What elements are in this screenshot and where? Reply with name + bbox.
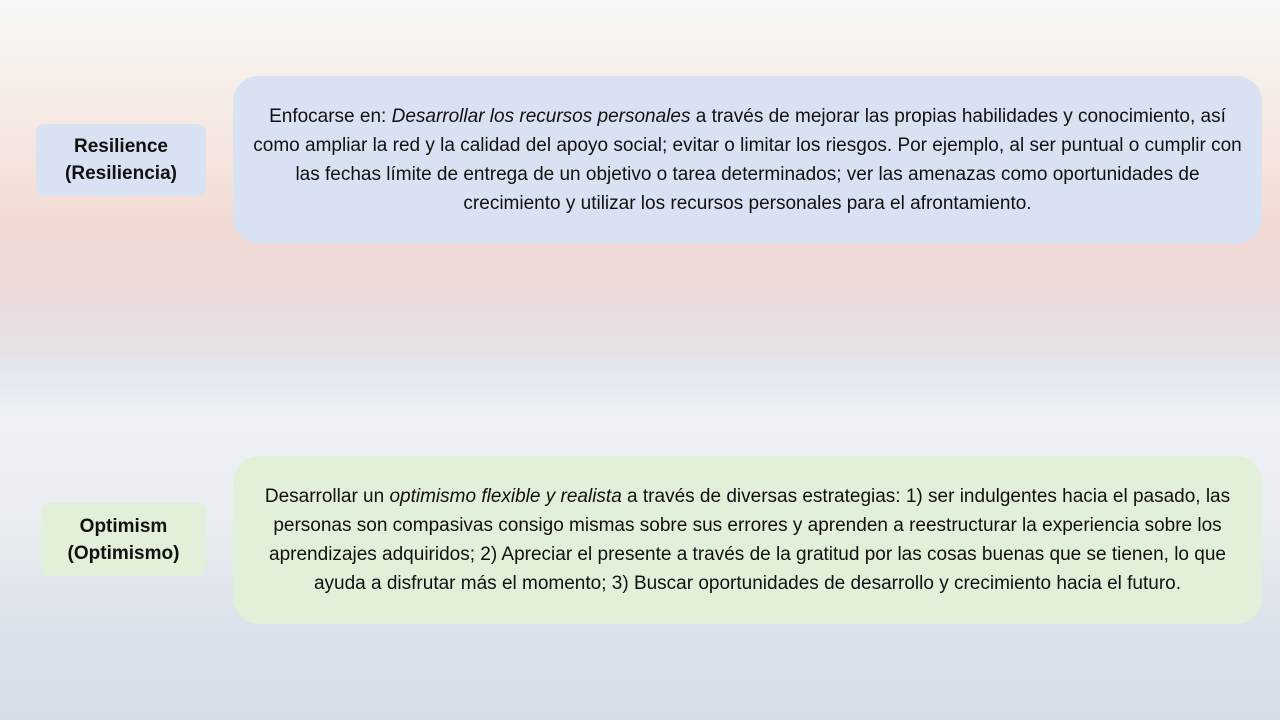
resilience-label [65,133,177,187]
optimism-description-box [233,456,1262,624]
optimism-label-line1: Optimism [79,515,168,537]
resilience-text-emphasis: Desarrollar los recursos personales [391,106,691,127]
resilience-label-line2: (Resiliencia) [65,163,177,184]
optimism-label-line2: (Optimismo) [67,542,180,564]
optimism-text-before: Desarrollar un [264,486,390,507]
optimism-description [247,482,1248,598]
resilience-label-box [36,124,206,196]
optimism-text-after: a través de diversas estrategias: 1) ser indulgentes hacia el pasado, las personas son compasivas consigo mismas sobre sus errores y aprenden a reestructurar la experiencia sobre los aprendizajes adquiridos; 2) Apreciar el presente a través de la gratitud por las cosas buenas que se tienen, lo que ayuda a disfrutar más el momento; 3) Buscar oportunidades de desarrollo y crecimiento hacia el futuro. [269,486,1231,594]
optimism-label [68,513,180,567]
resilience-text-before: Enfocarse en: [269,106,392,127]
optimism-label-box [41,503,206,576]
resilience-description-box [233,76,1262,244]
optimism-text-emphasis: optimismo flexible y realista [389,486,622,507]
resilience-text-after: a través de mejorar las propias habilidades y conocimiento, así como ampliar la red y la calidad del apoyo social; evitar o limitar los riesgos. Por ejemplo, al ser puntual o cumplir con las fechas límite de entrega de un objetivo o tarea determinados; ver las amenazas como oportunidades de crecimiento y utilizar los recursos personales para el afrontamiento. [253,106,1242,214]
resilience-label-line1: Resilience [74,136,168,157]
resilience-description [247,102,1248,218]
